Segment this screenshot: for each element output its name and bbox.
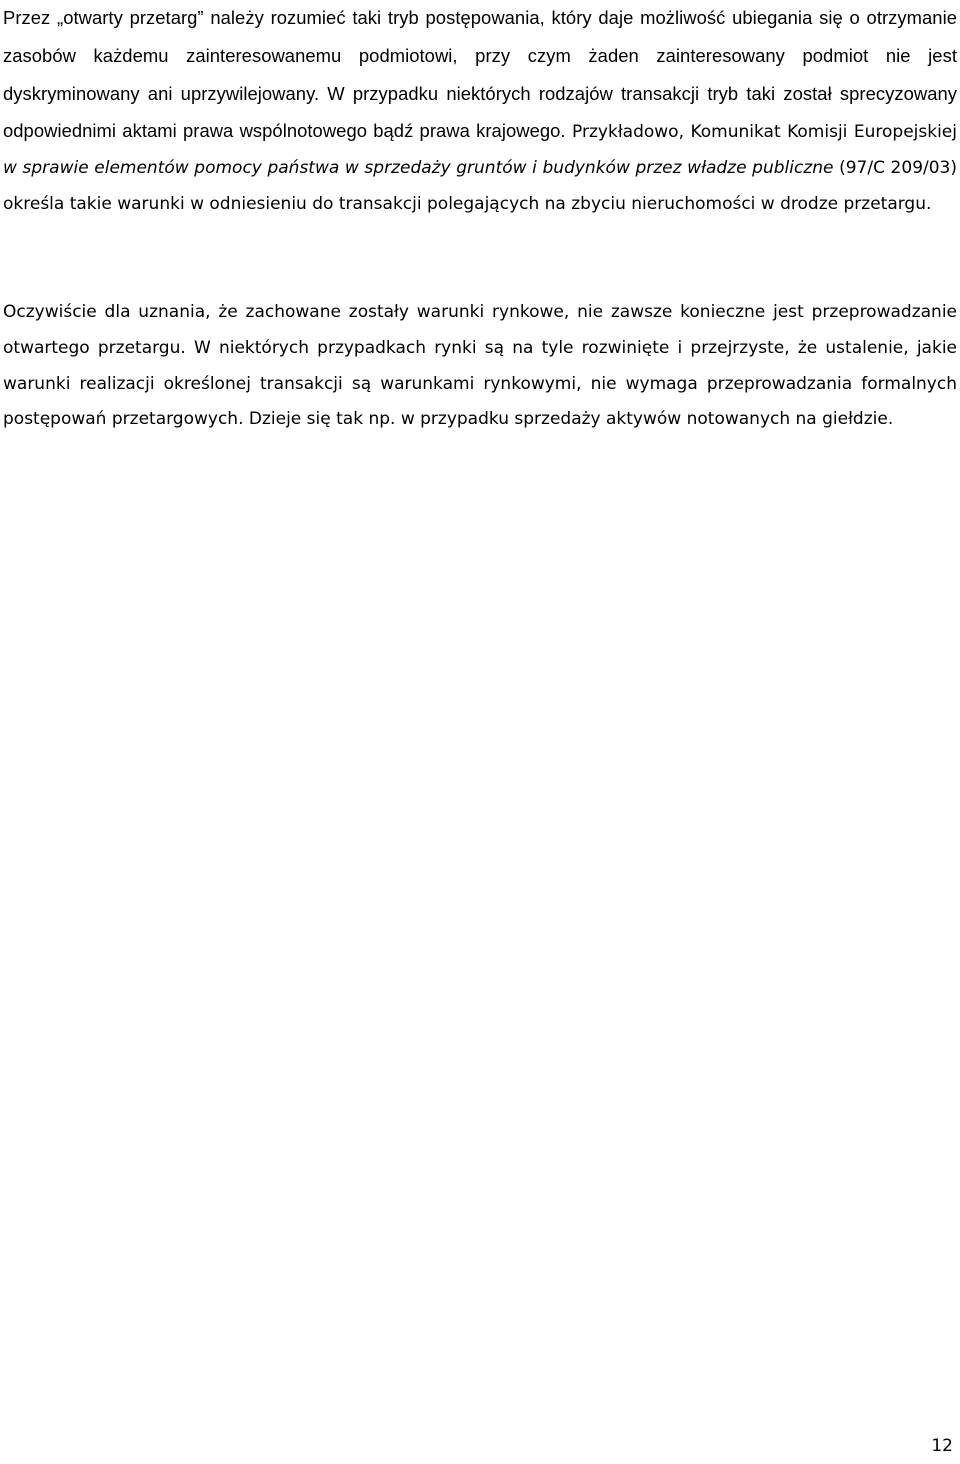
paragraph-open-tender	[3, 0, 957, 223]
paragraph-open-tender-example-intro: Przykładowo, Komunikat Komisji Europejskiej	[565, 122, 957, 143]
document-page	[3, 0, 957, 1457]
communication-title: w sprawie elementów pomocy państwa w sprzedaży gruntów i budynków przez władze publiczne	[3, 158, 834, 179]
page-number: 12	[931, 1436, 953, 1456]
paragraph-open-tender-definition: Przez „otwarty przetarg” należy rozumieć taki tryb postępowania, który daje możliwość ubiegania się o otrzymanie zasobów każdemu zainteresowanemu podmiotowi, przy czym żaden zainteresowany podmiot nie jest dyskryminowany ani uprzywilejowany. W przypadku niektórych rodzajów transakcji tryb taki został sprecyzowany odpowiednimi aktami prawa wspólnotowego bądź prawa krajowego.	[3, 7, 957, 142]
paragraph-market-conditions: Oczywiście dla uznania, że zachowane zostały warunki rynkowe, nie zawsze konieczne jest przeprowadzanie otwartego przetargu. W niektórych przypadkach rynki są na tyle rozwinięte i przejrzyste, że ustalenie, jakie warunki realizacji określonej transakcji są warunkami rynkowymi, nie wymaga przeprowadzania formalnych postępowań przetargowych. Dzieje się tak np. w przypadku sprzedaży aktywów notowanych na giełdzie.	[3, 302, 957, 430]
paragraph-open-tender-example-end: (97/C 209/03) określa takie warunki w odniesieniu do transakcji polegających na zbyciu nieruchomości w drodze przetargu.	[3, 158, 957, 214]
